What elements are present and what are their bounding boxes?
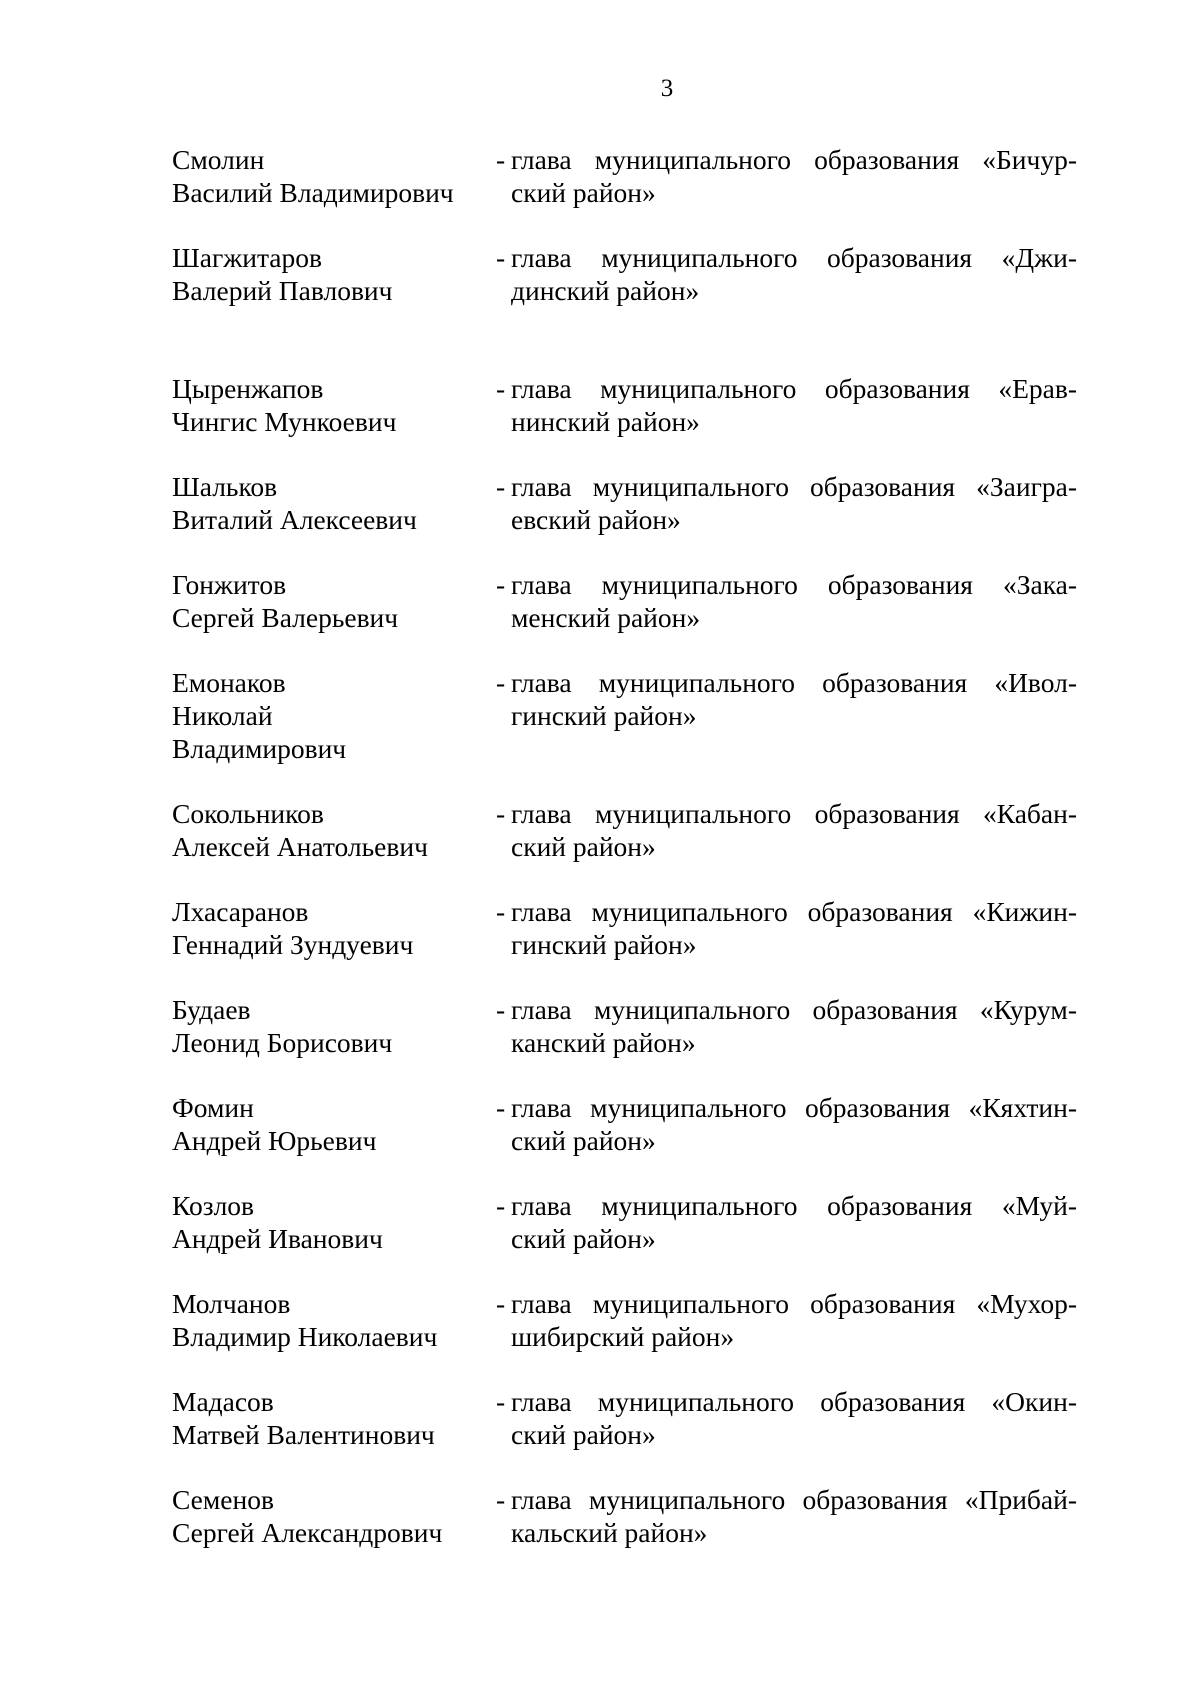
dash: - [496, 373, 506, 404]
position-line: динский район» [511, 275, 700, 306]
surname: Сокольников [172, 798, 324, 829]
list-item [172, 993, 1077, 1059]
person-name [172, 1091, 482, 1157]
position-line: глава муниципального образования «Заигра- [511, 471, 1077, 502]
given-name: Андрей Юрьевич [172, 1125, 377, 1156]
dash: - [496, 1386, 506, 1417]
dash: - [496, 896, 506, 927]
dash: - [496, 471, 506, 502]
list-item [172, 1483, 1077, 1549]
dash: - [496, 569, 506, 600]
position-text [511, 1287, 1077, 1353]
position-text [511, 797, 1077, 863]
given-name: Николай [172, 700, 273, 731]
person-name [172, 666, 482, 765]
position-line: кальский район» [511, 1517, 708, 1548]
dash: - [496, 1190, 506, 1221]
list-item [172, 470, 1077, 536]
position-line: ский район» [511, 1419, 656, 1450]
surname: Смолин [172, 144, 265, 175]
members-list [172, 143, 1077, 1581]
person-name [172, 568, 482, 634]
position-text [511, 470, 1077, 536]
position-line: ский район» [511, 177, 656, 208]
page-number: 3 [660, 75, 674, 102]
position-text [511, 1385, 1077, 1451]
given-name: Василий Владимирович [172, 177, 454, 208]
dash: - [496, 1092, 506, 1123]
dash: - [496, 994, 506, 1025]
position-line: глава муниципального образования «Ивол- [511, 667, 1077, 698]
person-name [172, 895, 482, 961]
list-item [172, 1091, 1077, 1157]
given-name: Сергей Александрович [172, 1517, 443, 1548]
position-line: глава муниципального образования «Курум- [511, 994, 1077, 1025]
list-item [172, 1385, 1077, 1451]
surname: Шальков [172, 471, 278, 502]
position-line: глава муниципального образования «Мухор- [511, 1288, 1077, 1319]
position-line: ский район» [511, 831, 656, 862]
given-name: Алексей Анатольевич [172, 831, 428, 862]
position-line: гинский район» [511, 929, 697, 960]
position-line: глава муниципального образования «Кяхтин- [511, 1092, 1077, 1123]
list-item [172, 143, 1077, 209]
given-name: Чингис Мункоевич [172, 406, 397, 437]
list-item [172, 1287, 1077, 1353]
person-name [172, 470, 482, 536]
surname: Мадасов [172, 1386, 274, 1417]
surname: Емонаков [172, 667, 286, 698]
person-name [172, 1189, 482, 1255]
given-name: Геннадий Зундуевич [172, 929, 414, 960]
list-item [172, 1189, 1077, 1255]
position-line: евский район» [511, 504, 681, 535]
surname: Шагжитаров [172, 242, 322, 273]
given-name: Виталий Алексеевич [172, 504, 417, 535]
position-text [511, 241, 1077, 307]
position-text [511, 993, 1077, 1059]
position-line: глава муниципального образования «Ерав- [511, 373, 1077, 404]
list-item [172, 797, 1077, 863]
person-name [172, 1483, 482, 1549]
patronymic: Владимирович [172, 733, 347, 764]
given-name: Валерий Павлович [172, 275, 393, 306]
position-text [511, 143, 1077, 209]
position-line: глава муниципального образования «Окин- [511, 1386, 1077, 1417]
position-line: глава муниципального образования «Кижин- [511, 896, 1077, 927]
position-line: глава муниципального образования «Кабан- [511, 798, 1077, 829]
position-text [511, 568, 1077, 634]
surname: Семенов [172, 1484, 274, 1515]
person-name [172, 241, 482, 307]
position-line: шибирский район» [511, 1321, 735, 1352]
position-text [511, 895, 1077, 961]
position-line: глава муниципального образования «Зака- [511, 569, 1077, 600]
list-item [172, 568, 1077, 634]
dash: - [496, 1484, 506, 1515]
person-name [172, 143, 482, 209]
given-name: Леонид Борисович [172, 1027, 393, 1058]
surname: Фомин [172, 1092, 254, 1123]
dash: - [496, 798, 506, 829]
given-name: Владимир Николаевич [172, 1321, 438, 1352]
position-line: глава муниципального образования «Джи- [511, 242, 1077, 273]
position-text [511, 1189, 1077, 1255]
position-line: глава муниципального образования «Бичур- [511, 144, 1077, 175]
position-line: глава муниципального образования «Муй- [511, 1190, 1077, 1221]
surname: Молчанов [172, 1288, 291, 1319]
list-item [172, 241, 1077, 307]
surname: Гонжитов [172, 569, 287, 600]
position-text [511, 1091, 1077, 1157]
list-item [172, 372, 1077, 438]
dash: - [496, 667, 506, 698]
person-name [172, 993, 482, 1059]
surname: Цыренжапов [172, 373, 324, 404]
position-line: глава муниципального образования «Прибай- [511, 1484, 1077, 1515]
position-line: канский район» [511, 1027, 696, 1058]
list-item [172, 666, 1077, 765]
position-text [511, 1483, 1077, 1549]
surname: Будаев [172, 994, 251, 1025]
position-text [511, 666, 1077, 765]
dash: - [496, 242, 506, 273]
position-line: нинский район» [511, 406, 700, 437]
position-text [511, 372, 1077, 438]
position-line: ский район» [511, 1223, 656, 1254]
dash: - [496, 144, 506, 175]
person-name [172, 797, 482, 863]
given-name: Сергей Валерьевич [172, 602, 399, 633]
position-line: гинский район» [511, 700, 697, 731]
dash: - [496, 1288, 506, 1319]
given-name: Матвей Валентинович [172, 1419, 435, 1450]
given-name: Андрей Иванович [172, 1223, 383, 1254]
list-item [172, 895, 1077, 961]
surname: Козлов [172, 1190, 255, 1221]
position-line: менский район» [511, 602, 701, 633]
surname: Лхасаранов [172, 896, 309, 927]
person-name [172, 372, 482, 438]
person-name [172, 1287, 482, 1353]
person-name [172, 1385, 482, 1451]
position-line: ский район» [511, 1125, 656, 1156]
